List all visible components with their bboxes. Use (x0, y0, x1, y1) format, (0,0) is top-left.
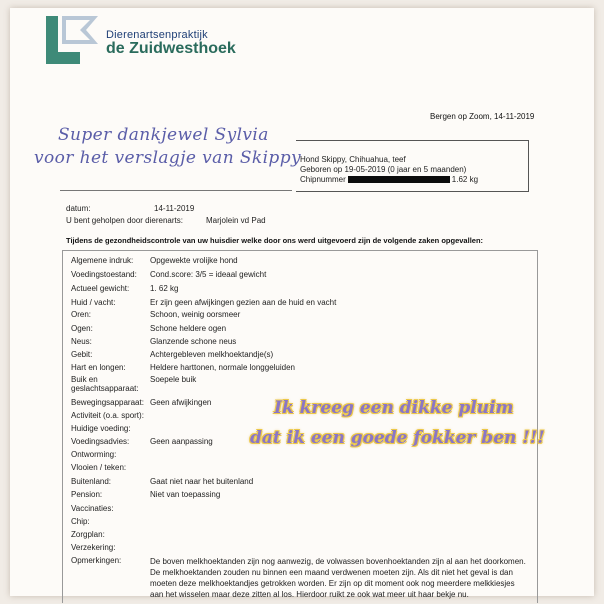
row-key: Voedingstoestand: (71, 270, 137, 279)
redacted-chip-number (348, 176, 450, 183)
vet-row (66, 216, 266, 225)
overlay-caption-line-2: dat ik een goede fokker ben !!! (250, 428, 545, 448)
row-key: Opmerkingen: (71, 556, 122, 565)
row-key: Bewegingsapparaat: (71, 398, 144, 407)
place-date: Bergen op Zoom, 14-11-2019 (430, 112, 535, 121)
date-label: datum: (66, 204, 91, 213)
handwritten-note-line-2: voor het verslagje van Skippy (34, 148, 301, 168)
row-value: Niet van toepassing (150, 490, 221, 499)
row-value: Schoon, weinig oorsmeer (150, 310, 241, 319)
vet-value: Marjolein vd Pad (206, 216, 266, 225)
chip-label: Chipnummer (300, 175, 346, 184)
row-key: Chip: (71, 517, 90, 526)
date-value: 14-11-2019 (154, 204, 195, 213)
row-key: Huid / vacht: (71, 298, 116, 307)
row-value: Schone heldere ogen (150, 324, 227, 333)
patient-line: Hond Skippy, Chihuahua, teef (300, 155, 406, 164)
row-key: Hart en longen: (71, 363, 126, 372)
intro-text: Tijdens de gezondheidscontrole van uw huisdier welke door ons werd uitgevoerd zijn de volgende zaken opgevallen: (66, 236, 484, 245)
overlay-caption-line-1: Ik kreeg een dikke pluim (274, 398, 514, 418)
address-box (296, 140, 529, 192)
row-key: Huidige voeding: (71, 424, 131, 433)
findings-table (62, 250, 538, 603)
row-key: Verzekering: (71, 543, 116, 552)
row-key: Algemene indruk: (71, 256, 134, 265)
row-key: Vlooien / teken: (71, 463, 127, 472)
row-value: Geen afwijkingen (150, 398, 212, 407)
brand-line-2: de Zuidwesthoek (106, 40, 236, 57)
row-key: Neus: (71, 337, 92, 346)
row-key: Ontworming: (71, 450, 117, 459)
handwritten-note-line-1: Super dankjewel Sylvia (58, 125, 269, 145)
row-key: Ogen: (71, 324, 93, 333)
row-value: Cond.score: 3/5 = ideaal gewicht (150, 270, 267, 279)
practice-logo (46, 16, 106, 64)
row-value: Glanzende schone neus (150, 337, 237, 346)
brand-line-1: Dierenartsenpraktijk (106, 29, 208, 41)
row-key: Gebit: (71, 350, 93, 359)
row-value: Er zijn geen afwijkingen gezien aan de huid en vacht (150, 298, 337, 307)
row-value: De boven melkhoektanden zijn nog aanwezig, de volwassen bovenhoektanden zijn al aan het doorkomen. De melkhoektanden zouden nu binnen een maand verdwenen moeten zijn. Als dit niet het geval is dan moeten deze melkhoektandjes getrokken worden. Er zijn op dit moment ook nog meerdere melkkiesjes aan het wisselen maar deze zitten al los. Hierdoor ruikt ze ook wat meer uit haar bekje nu. (150, 557, 526, 599)
row-key: Actueel gewicht: (71, 284, 130, 293)
row-key: Activiteit (o.a. sport): (71, 411, 144, 420)
row-key: Pension: (71, 490, 103, 499)
row-key: Oren: (71, 310, 92, 319)
chip-line (300, 175, 478, 184)
row-value: Opgewekte vrolijke hond (150, 256, 238, 265)
chip-weight: 1.62 kg (451, 175, 479, 184)
row-value: Soepele buik (150, 375, 197, 384)
birth-line: Geboren op 19-05-2019 (0 jaar en 5 maanden) (300, 165, 467, 174)
row-value: Gaat niet naar het buitenland (150, 477, 254, 486)
row-value: Heldere harttonen, normale longgeluiden (150, 363, 295, 372)
row-key: Voedingsadvies: (71, 437, 130, 446)
row-key: Vaccinaties: (71, 504, 114, 513)
row-value: 1. 62 kg (150, 284, 179, 293)
visit-date-row (66, 204, 195, 213)
row-key: Buik en geslachtsapparaat: (71, 375, 139, 393)
row-key: Zorgplan: (71, 530, 105, 539)
row-key: Buitenland: (71, 477, 112, 486)
vet-label: U bent geholpen door dierenarts: (66, 216, 183, 225)
row-value: Geen aanpassing (150, 437, 213, 446)
row-value: Achtergebleven melkhoektandje(s) (150, 350, 274, 359)
divider (60, 190, 292, 191)
